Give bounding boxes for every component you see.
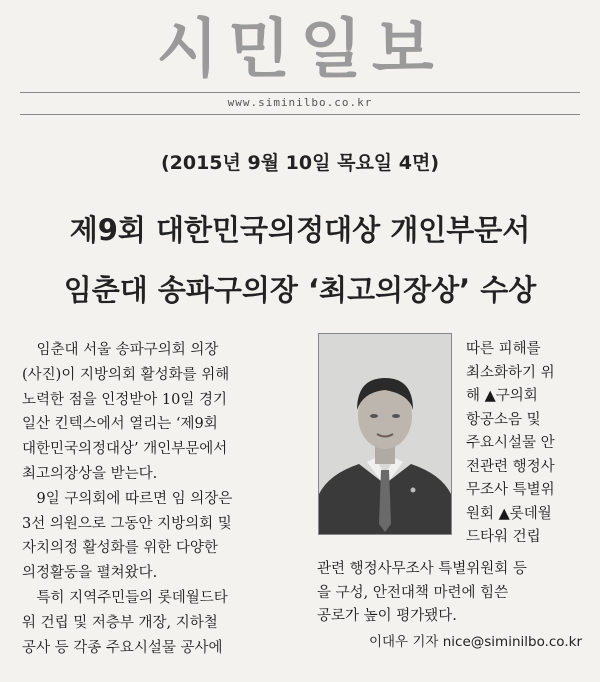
- masthead-rule-top: [20, 92, 580, 93]
- body-line: 노력한 점을 인정받아 10일 경기: [22, 391, 227, 408]
- article-column-right: [466, 338, 586, 550]
- body-line: 최소화하기 위: [466, 364, 555, 381]
- body-line: 무조사 특별위: [466, 482, 555, 498]
- body-line: 관련 행정사무조사 특별위원회 등: [317, 561, 527, 577]
- portrait-illustration: [319, 334, 451, 534]
- body-line: 따른 피해를: [466, 341, 541, 357]
- body-line: 최고의장상을 받는다.: [22, 465, 158, 482]
- body-line: 을 구성, 안전대책 마련에 힘쓴: [317, 584, 509, 601]
- reporter-byline: 이대우 기자 nice@siminilbo.co.kr: [368, 634, 582, 650]
- body-line: 대한민국의정대상’ 개인부문에서: [22, 441, 228, 458]
- masthead-rule-bottom: [20, 114, 580, 115]
- body-line: 일산 킨텍스에서 열리는 ‘제9회: [22, 416, 218, 433]
- masthead-website: www.siminilbo.co.kr: [227, 96, 373, 109]
- body-line: 임춘대 서울 송파구의회 의장: [22, 342, 219, 358]
- body-line: 3선 의원으로 그동안 지방의회 및: [22, 515, 232, 532]
- body-line: (사진)이 지방의회 활성화를 위해: [22, 366, 230, 383]
- body-line: 전관련 행정사: [466, 458, 555, 475]
- body-line: 항공소음 및: [466, 411, 541, 428]
- body-line: 특히 지역주민들의 롯데월드타: [22, 589, 228, 606]
- body-line: 공로가 높이 평가됐다.: [317, 608, 457, 624]
- headline-line-1: 제9회 대한민국의정대상 개인부문서: [69, 213, 531, 247]
- article-column-left: [22, 338, 298, 660]
- newspaper-masthead: 시민일보: [156, 13, 444, 87]
- body-line: 자치의정 활성화를 위한 다양한: [22, 540, 218, 557]
- body-line: 워 건립 및 저층부 개장, 지하철: [22, 614, 218, 631]
- body-line: 공사 등 각종 주요시설물 공사에: [22, 639, 223, 656]
- body-line: 드타워 건립: [466, 529, 541, 545]
- body-line: 원회 ▲롯데월: [466, 505, 552, 522]
- body-line: 9일 구의회에 따르면 임 의장은: [22, 490, 233, 507]
- body-line: 주요시설물 안: [466, 435, 555, 451]
- article-continuation: [317, 558, 587, 629]
- portrait-photo: [318, 333, 452, 535]
- headline-line-2: 임춘대 송파구의장 ‘최고의장상’ 수상: [63, 273, 537, 307]
- body-line: 의정활동을 펼쳐왔다.: [22, 565, 158, 582]
- body-line: 해 ▲구의회: [466, 388, 538, 404]
- publication-dateline: (2015년 9월 10일 목요일 4면): [160, 152, 440, 174]
